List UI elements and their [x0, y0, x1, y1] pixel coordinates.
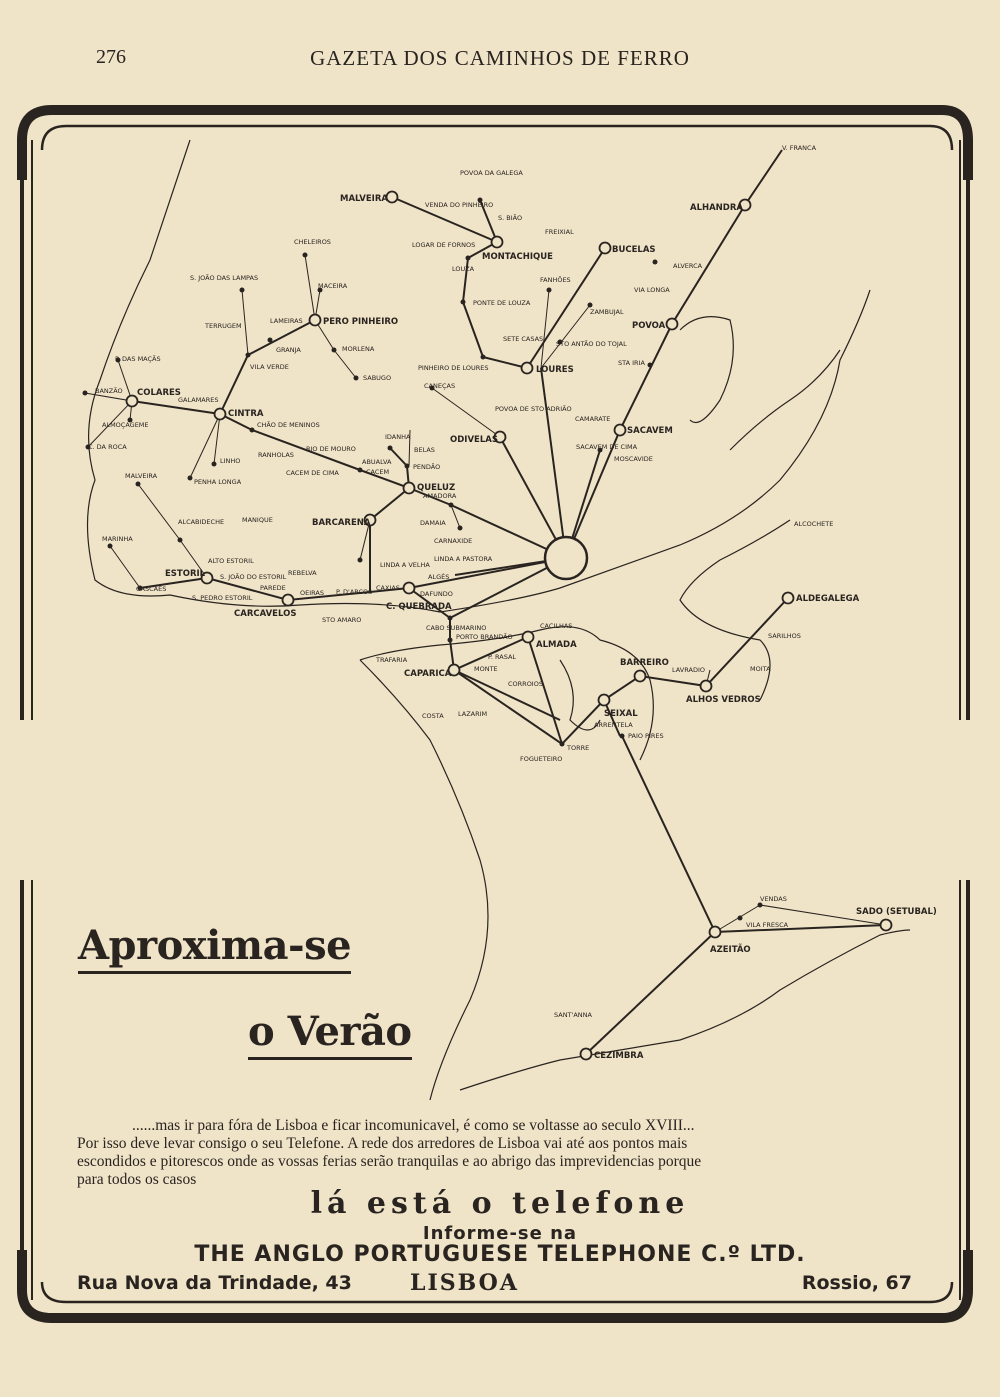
- label-p-darcos: P. D'ARCOS: [336, 588, 373, 596]
- label-fanhoes: FANHÕES: [540, 276, 571, 284]
- label-manique: MANIQUE: [242, 516, 273, 524]
- label-canecas: CANEÇAS: [424, 382, 456, 390]
- label-seixal: SEIXAL: [604, 709, 638, 719]
- label-damaia: DAMAIA: [420, 519, 446, 527]
- label-vila-verde: VILA VERDE: [250, 363, 289, 371]
- label-sarilhos: SARILHOS: [768, 632, 801, 640]
- body-paragraph: [77, 1117, 915, 1189]
- label-v-franca: V. FRANCA: [782, 144, 817, 152]
- label-carcavelos: CARCAVELOS: [234, 609, 297, 619]
- label-estoril: ESTORIL: [165, 569, 206, 579]
- label-alcochete: ALCOCHETE: [794, 520, 834, 528]
- label-pinheiro-de-loures: PINHEIRO DE LOURES: [418, 364, 489, 372]
- label-alges: ALGÉS: [428, 573, 450, 581]
- company-name: THE ANGLO PORTUGUESE TELEPHONE C.º LTD.: [194, 1242, 806, 1267]
- label-almada: ALMADA: [536, 640, 577, 650]
- label-moita: MOITA: [750, 665, 771, 673]
- label-arrentela: ARRENTELA: [594, 721, 633, 729]
- label-linda-a-pastora: LINDA A PASTORA: [434, 555, 493, 563]
- headline-line-1: Aproxima-se: [78, 922, 351, 974]
- city-name: LISBOA: [410, 1270, 519, 1296]
- label-chao-de-meninos: CHÃO DE MENINOS: [257, 421, 320, 429]
- label-cacem-de-cima: CACEM DE CIMA: [286, 469, 339, 477]
- label-terrugem: TERRUGEM: [205, 322, 242, 330]
- label-marinha: MARINHA: [102, 535, 133, 543]
- label-povoa: POVOA: [632, 321, 666, 331]
- label-povoa-de-sto-adriao: POVOA DE STO ADRIÃO: [495, 405, 572, 413]
- label-linda-a-velha: LINDA A VELHA: [380, 561, 430, 569]
- label-santanna: SANT'ANNA: [554, 1011, 592, 1019]
- label-trafaria: TRAFARIA: [376, 656, 408, 664]
- label-colares: COLARES: [137, 388, 181, 398]
- label-cacem: CACEM: [366, 468, 390, 476]
- label-freixial: FREIXIAL: [545, 228, 574, 236]
- label-alcabideche: ALCABIDECHE: [178, 518, 225, 526]
- label-abualva: ABUALVA: [362, 458, 392, 466]
- label-costa: COSTA: [422, 712, 444, 720]
- label-alverca: ALVERCA: [673, 262, 703, 270]
- label-rio-de-mouro: RIO DE MOURO: [306, 445, 356, 453]
- label-loures: LOURES: [536, 365, 574, 375]
- label-paio-pires: PAIO PIRES: [628, 732, 664, 740]
- label-fogueteiro: FOGUETEIRO: [520, 755, 563, 763]
- slogan: lá está o telefone: [310, 1186, 690, 1221]
- label-dafundo: DAFUNDO: [420, 590, 453, 598]
- label-lameiras: LAMEIRAS: [270, 317, 303, 325]
- running-head: GAZETA DOS CAMINHOS DE FERRO: [310, 46, 690, 70]
- label-sta-iria: STA IRIA: [618, 359, 645, 367]
- lisbon-hub: [545, 537, 587, 579]
- label-cintra: CINTRA: [228, 409, 264, 419]
- label-sto-antao-do-tojal: STO ANTÃO DO TOJAL: [556, 340, 627, 348]
- label-povoa-da-galega: POVOA DA GALEGA: [460, 169, 523, 177]
- label-c-quebrada: C. QUEBRADA: [386, 602, 452, 612]
- label-ranholas: RANHOLAS: [258, 451, 294, 459]
- label-cascaes: CASCAES: [136, 585, 167, 593]
- label-maceira: MACEIRA: [318, 282, 348, 290]
- label-cezimbra: CEZIMBRA: [594, 1051, 644, 1061]
- label-sabugo: SABUGO: [363, 374, 392, 382]
- label-lavradio: LAVRADIO: [672, 666, 705, 674]
- label-p-das-macas: P. DAS MAÇÃS: [115, 355, 161, 363]
- label-alhandra: ALHANDRA: [690, 203, 743, 213]
- label-parede: PAREDE: [260, 584, 286, 592]
- label-rebelva: REBELVA: [288, 569, 317, 577]
- informe-line: Informe-se na: [422, 1223, 578, 1244]
- label-sacavem: SACAVEM: [627, 426, 673, 436]
- label-bucelas: BUCELAS: [612, 245, 656, 255]
- body-line-4: para todos os casos: [77, 1171, 197, 1188]
- label-idanha: IDANHA: [385, 433, 411, 441]
- label-zambujal: ZAMBUJAL: [590, 308, 624, 316]
- label-c-da-roca: C. DA ROCA: [88, 443, 127, 451]
- label-camarate: CAMARATE: [575, 415, 611, 423]
- label-barreiro: BARREIRO: [620, 658, 669, 668]
- label-granja: GRANJA: [276, 346, 301, 354]
- label-lazarim: LAZARIM: [458, 710, 488, 718]
- label-cabo-submarino: CABO SUBMARINO: [426, 624, 487, 632]
- headline-line-2: o Verão: [248, 1008, 412, 1060]
- label-vila-fresca: VILA FRESCA: [746, 921, 789, 929]
- label-banzao: BANZÃO: [95, 387, 123, 395]
- label-alto-estoril: ALTO ESTORIL: [208, 557, 254, 565]
- label-porto-brandao: PORTO BRANDÃO: [456, 633, 513, 641]
- label-odivelas: ODIVELAS: [450, 435, 498, 445]
- label-sto-amaro: STO AMARO: [322, 616, 362, 624]
- body-line-1: ......mas ir para fóra de Lisboa e ficar incomunicavel, é como se voltasse ao seculo XVIII...: [132, 1117, 695, 1134]
- label-azeitao: AZEITÃO: [710, 945, 751, 955]
- label-alhos-vedros: ALHOS VEDROS: [686, 695, 761, 705]
- label-morlena: MORLENA: [342, 345, 375, 353]
- label-cacilhas: CACILHAS: [540, 622, 573, 630]
- label-sado-setubal: SADO (SETUBAL): [856, 907, 937, 917]
- label-torre: TORRE: [567, 744, 590, 752]
- label-cheleiros: CHELEIROS: [294, 238, 331, 246]
- label-venda-do-pinheiro: VENDA DO PINHEIRO: [425, 201, 494, 209]
- body-line-2: Por isso deve levar consigo o seu Telefone. A rede dos arredores de Lisboa vai até aos pontos mais: [77, 1135, 688, 1152]
- label-s-biao: S. BIÃO: [498, 214, 523, 222]
- label-vendas: VENDAS: [760, 895, 787, 903]
- label-monte: MONTE: [474, 665, 498, 673]
- label-belas: BELAS: [414, 446, 435, 454]
- label-s-joao-do-estoril: S. JOÃO DO ESTORIL: [220, 573, 287, 581]
- label-corroios: CORROIOS: [508, 680, 543, 688]
- label-louza: LOUZA: [452, 265, 475, 273]
- telephone-lines: [132, 150, 886, 1054]
- body-line-3: escondidos e pitorescos onde as vossas ferias serão tranquilas e ao abrigo das imprevidencias porque: [77, 1153, 702, 1170]
- minor-place-labels: [88, 144, 833, 1019]
- label-caxias: CAXIAS: [376, 584, 400, 592]
- label-montachique: MONTACHIQUE: [482, 252, 553, 262]
- address-right: Rossio, 67: [801, 1272, 912, 1294]
- label-amadora: AMADORA: [423, 492, 457, 500]
- label-ponte-de-louza: PONTE DE LOUZA: [473, 299, 531, 307]
- label-p-rasal: P. RASAL: [488, 653, 517, 661]
- label-almocageme: ALMOÇAGEME: [102, 421, 149, 429]
- label-pendao: PENDÃO: [413, 463, 441, 471]
- address-left: Rua Nova da Trindade, 43: [77, 1272, 352, 1294]
- label-malveira: MALVEIRA: [340, 194, 388, 204]
- label-s-joao-das-lampas: S. JOÃO DAS LAMPAS: [190, 274, 259, 282]
- label-moscavide: MOSCAVIDE: [614, 455, 653, 463]
- label-logar-de-fornos: LOGAR DE FORNOS: [412, 241, 476, 249]
- label-penha-longa: PENHA LONGA: [194, 478, 242, 486]
- label-s-pedro-estoril: S. PEDRO ESTORIL: [192, 594, 253, 602]
- label-carnaxide: CARNAXIDE: [434, 537, 473, 545]
- label-queluz: QUELUZ: [417, 483, 456, 493]
- label-sete-casas: SETE CASAS: [503, 335, 544, 343]
- label-oeiras: OEIRAS: [300, 589, 324, 597]
- label-pero-pinheiro: PERO PINHEIRO: [323, 317, 399, 327]
- label-barcarena: BARCARENA: [312, 518, 371, 528]
- label-galamares: GALAMARES: [178, 396, 219, 404]
- label-caparica: CAPARICA: [404, 669, 452, 679]
- label-linho: LINHO: [220, 457, 241, 465]
- label-via-longa: VIA LONGA: [634, 286, 670, 294]
- label-sacavem-de-cima: SACAVEM DE CIMA: [576, 443, 638, 451]
- label-malveira-2: MALVEIRA: [125, 472, 158, 480]
- page-number: 276: [96, 46, 126, 68]
- label-aldegalega: ALDEGALEGA: [796, 594, 860, 604]
- minor-stations: [83, 198, 763, 921]
